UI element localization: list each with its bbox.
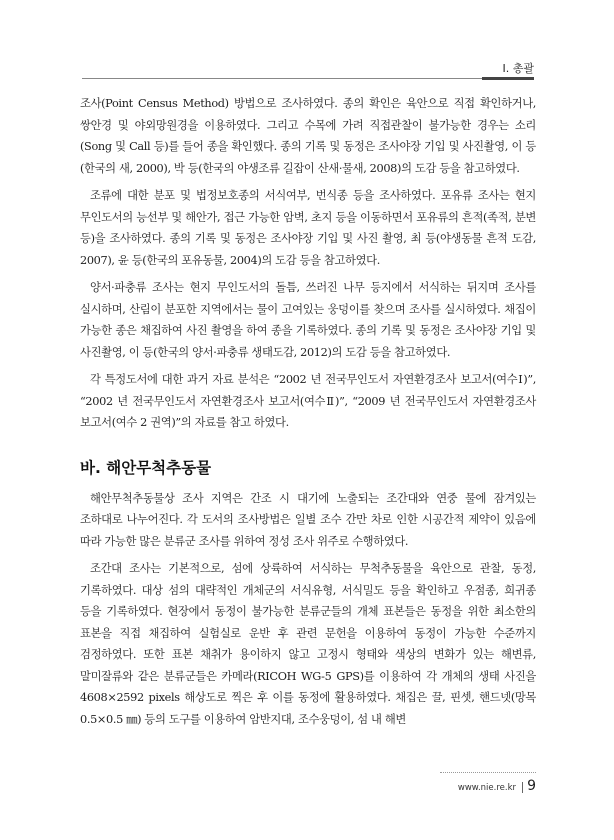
footer-rule — [440, 772, 536, 773]
footer-separator — [522, 782, 523, 793]
header-rule-accent — [482, 77, 534, 80]
page-header — [82, 51, 534, 79]
page-number: 9 — [527, 778, 536, 794]
footer-url: www.nie.re.kr — [457, 783, 516, 793]
body-content — [80, 93, 536, 736]
paragraph: 조사(Point Census Method) 방법으로 조사하였다. 종의 확인은 육안으로 직접 확인하거나, 쌍안경 및 야외망원경을 이용하였다. 그리고 수목에 가려 직접관찰이 불가능한 경우는 소리(Song 및 Call 등)를 들어 종을 확인했다. 종의 기록 및 동정은 조사야장 기입 및 사진촬영, 이 등(한국의 새, 2000), 박 등(한국의 야생조류 길잡이 산새·물새, 2008)의 도감 등을 참고하였다. — [80, 97, 536, 175]
paragraph: 조간대 조사는 기본적으로, 섬에 상륙하여 서식하는 무척추동물을 육안으로 관찰, 동정, 기록하였다. 대상 섬의 대략적인 개체군의 서식유형, 서식밀도 등을 확인하고 우점종, 희귀종 등을 기록하였다. 현장에서 동정이 불가능한 분류군들의 개체 표본들은 동정을 위한 최소한의 표본을 직접 채집하여 실험실로 운반 후 관련 문헌을 이용하여 동정이 가능한 수준까지 검정하였다. 또한 표본 채취가 용이하지 않고 고정시 형태와 색상의 변화가 있는 해변류, 말미잘류와 같은 분류군들은 카메라(RICOH WG-5 GPS)를 이용하여 각 개체의 생태 사진을 4608×2592 pixels 해상도로 찍은 후 이를 동정에 활용하였다. 채집은 끌, 핀셋, 핸드넷(망목 0.5×0.5 ㎜) 등의 도구를 이용하여 암반지대, 조수웅덩이, 섬 내 해변 — [80, 562, 536, 726]
chapter-label: Ⅰ. 총괄 — [502, 62, 534, 75]
paragraph: 양서·파충류 조사는 현지 무인도서의 돌틈, 쓰러진 나무 등지에서 서식하는 뒤지며 조사를 실시하며, 산림이 분포한 지역에서는 물이 고여있는 웅덩이를 찾으며 조사를 실시하였다. 채집이 가능한 종은 채집하여 사진 촬영을 하여 종을 기록하였다. 종의 기록 및 동정은 조사야장 기입 및 사진촬영, 이 등(한국의 양서·파충류 생태도감, 2012)의 도감 등을 참고하였다. — [80, 281, 536, 359]
page-footer — [440, 772, 536, 798]
header-rule — [82, 78, 534, 79]
paragraph: 조류에 대한 분포 및 법정보호종의 서식여부, 번식종 등을 조사하였다. 포유류 조사는 현지 무인도서의 능선부 및 해안가, 접근 가능한 암벽, 초지 등을 이동하면서 포유류의 흔적(족적, 분변 등)을 조사하였다. 종의 기록 및 동정은 조사야장 기입 및 사진 촬영, 최 등(야생동물 흔적 도감, 2007), 윤 등(한국의 포유동물, 2004)의 도감 등을 참고하였다. — [80, 189, 536, 267]
paragraph: 각 특정도서에 대한 과거 자료 분석은 “2002 년 전국무인도서 자연환경조사 보고서(여수Ⅰ)”, “2002 년 전국무인도서 자연환경조사 보고서(여수Ⅱ)”, “2009 년 전국무인도서 자연환경조사 보고서(여수 2 권역)”의 자료를 참고 하였다. — [80, 373, 536, 429]
section-heading: 바. 해안무척추동물 — [80, 458, 212, 477]
paragraph: 해안무척추동물상 조사 지역은 간조 시 대기에 노출되는 조간대와 연중 물에 잠겨있는 조하대로 나누어진다. 각 도서의 조사방법은 일별 조수 간만 차로 인한 시공간적 제약이 있음에 따라 가능한 많은 분류군 조사를 위하여 정성 조사 위주로 수행하였다. — [80, 491, 536, 548]
